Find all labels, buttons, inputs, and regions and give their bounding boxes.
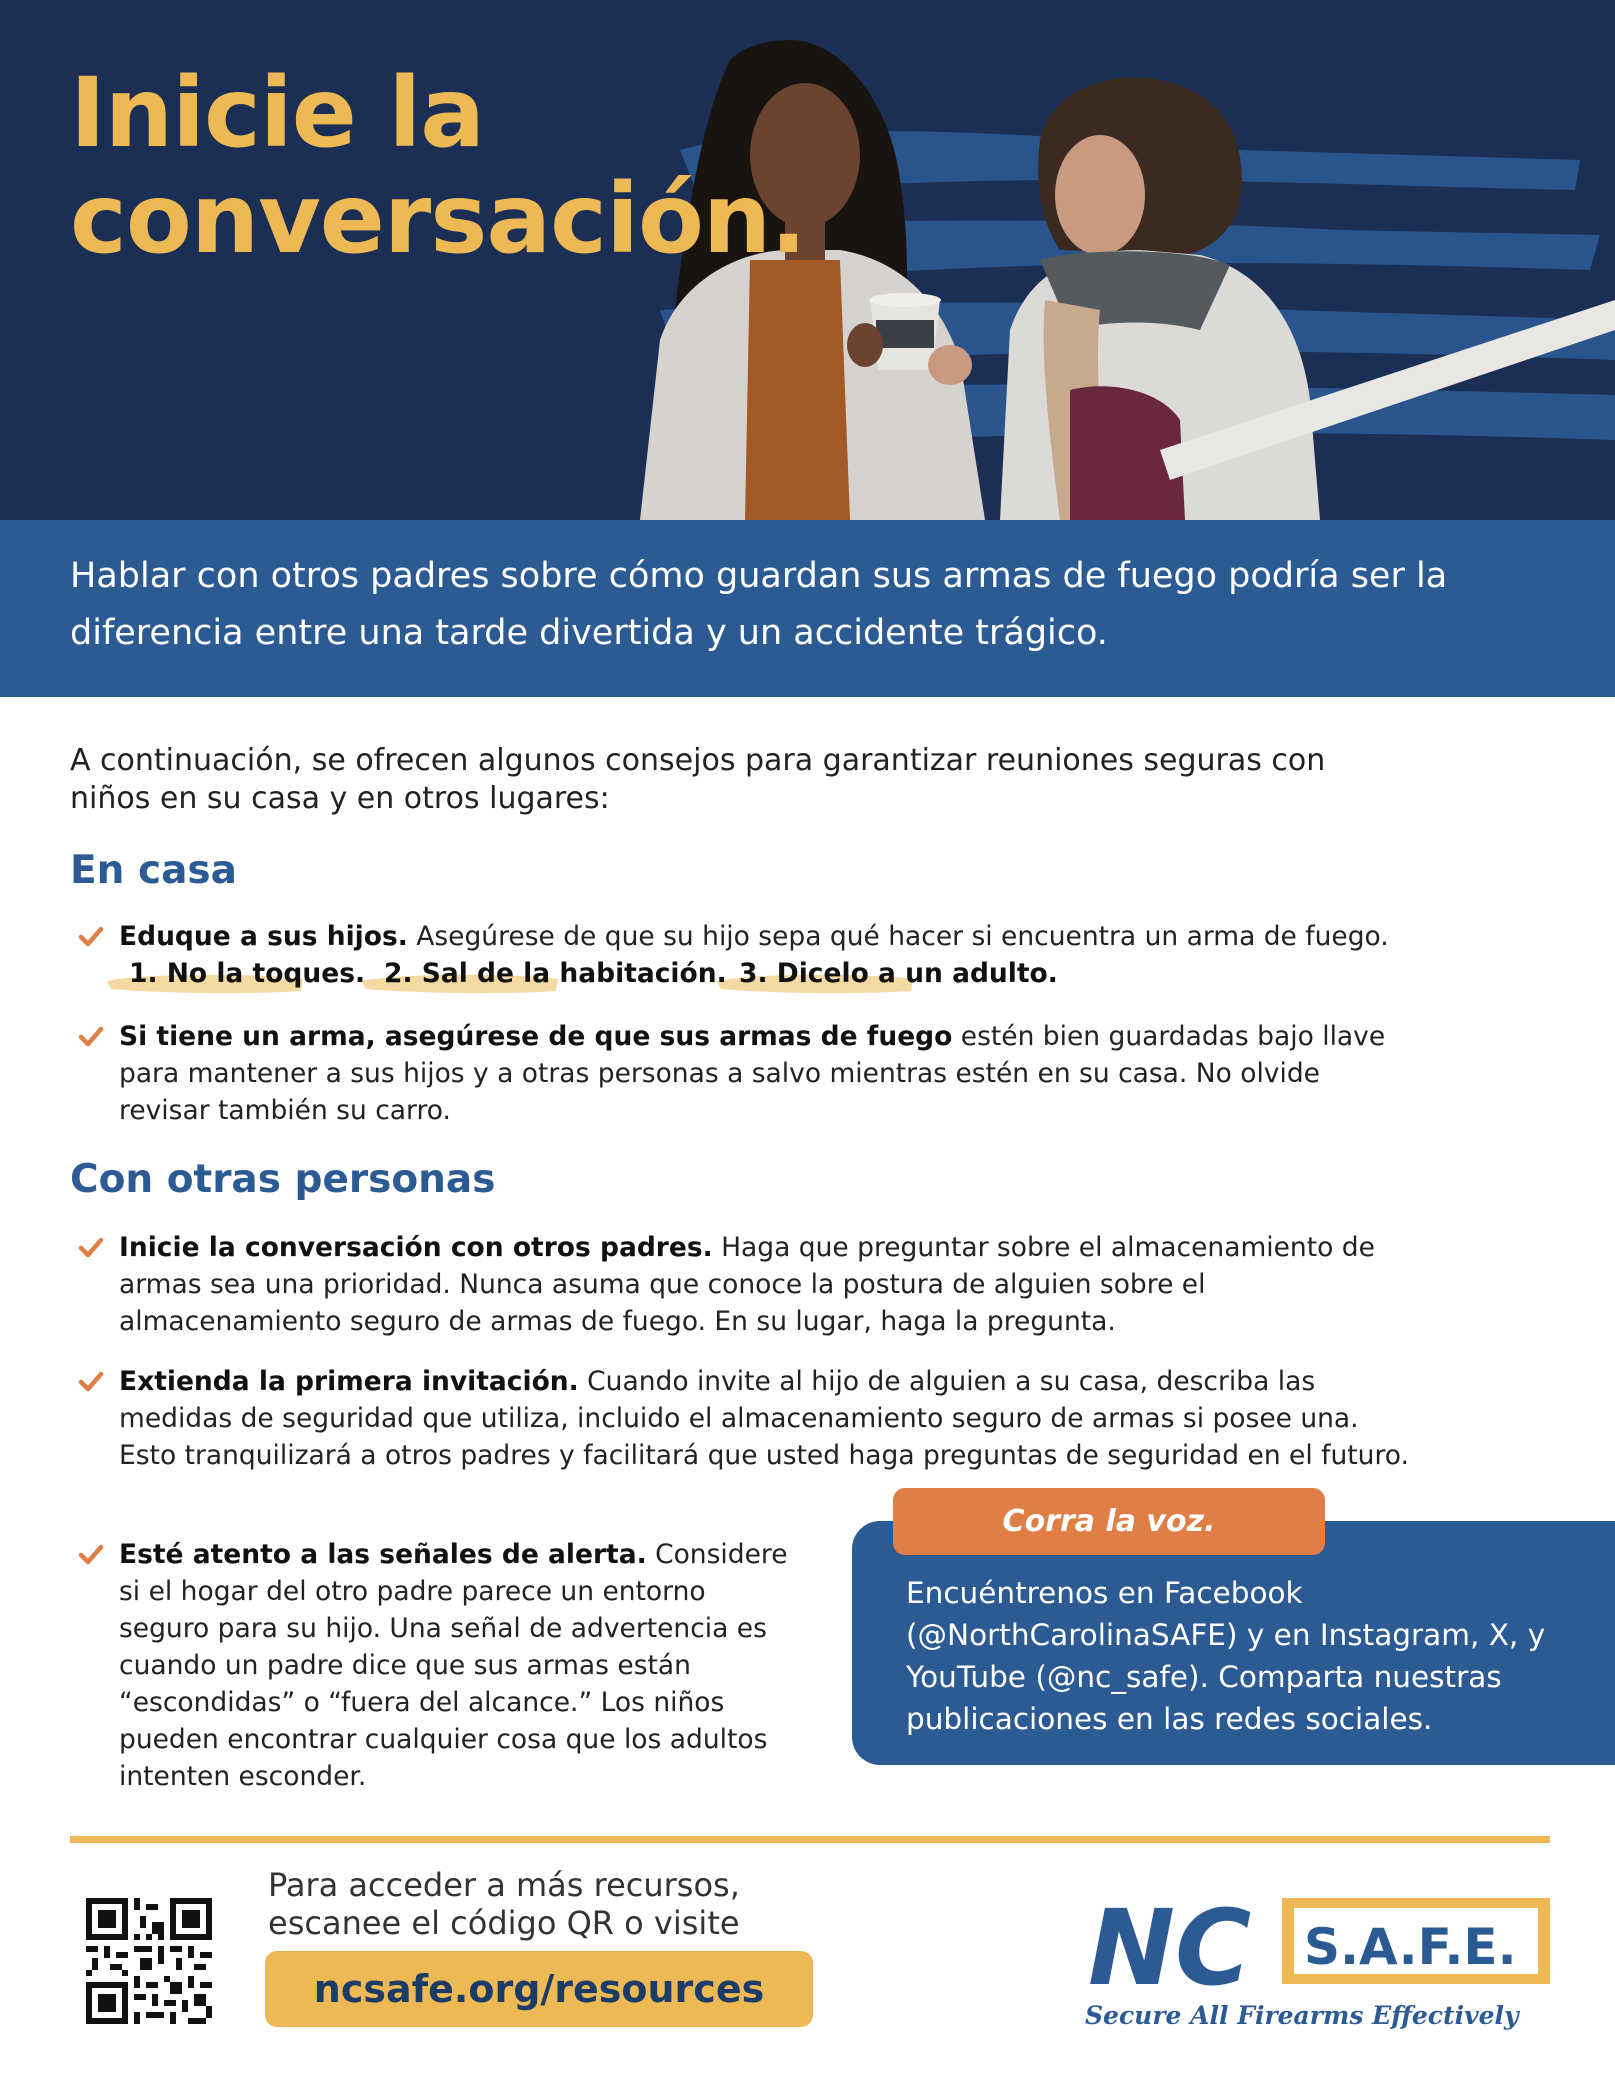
intro-paragraph: A continuación, se ofrecen algunos consejos para garantizar reuniones seguras con niños en su casa y en otros lugares: — [70, 743, 1326, 816]
logo-tagline: Secure All Firearms Effectively — [1085, 2001, 1519, 2030]
hero-banner — [0, 0, 1615, 520]
subtitle-band — [0, 520, 1615, 697]
list-item-bold: Esté atento a las señales de alerta. — [119, 1539, 647, 1570]
page-title — [70, 57, 806, 275]
section-heading-con-otras-personas: Con otras personas — [70, 1157, 496, 1202]
check-icon — [78, 1018, 104, 1055]
footer-prompt — [268, 1866, 740, 1942]
step-label: 1. No la toques. — [129, 958, 366, 989]
list-item-body: Asegúrese de que su hijo sepa qué hacer si encuentra un arma de fuego. — [407, 921, 1389, 952]
list-item-text — [119, 1363, 1410, 1474]
footer-prompt-line1: Para acceder a más recursos, — [268, 1866, 740, 1904]
list-item-body: estén bien guardadas bajo llave para mantener a sus hijos y a otras personas a salvo mientras estén en su casa. No olvide revisar también su carro. — [119, 1021, 1386, 1126]
callout-tab: Corra la voz. — [893, 1488, 1325, 1555]
step-2 — [374, 955, 737, 993]
step-label: 3. Dicelo a un adulto. — [739, 958, 1058, 989]
list-item — [70, 1018, 1410, 1129]
step-1 — [119, 955, 375, 993]
list-item-text — [119, 1018, 1410, 1129]
list-item-text — [119, 918, 1410, 955]
list-item-bold: Inicie la conversación con otros padres. — [119, 1232, 713, 1263]
list-item — [70, 1229, 1410, 1340]
list-item-body: Cuando invite al hijo de alguien a su casa, describa las medidas de seguridad que utiliza, incluido el almacenamiento seguro de armas si posee una. Esto tranquilizará a otros padres y facilitará que usted haga preguntas de seguridad en el futuro. — [119, 1366, 1409, 1471]
qr-code-icon[interactable] — [86, 1898, 212, 2024]
list-item-text — [119, 1229, 1410, 1340]
footer-prompt-line2: escanee el código QR o visite — [268, 1904, 740, 1942]
list-item-bold: Extienda la primera invitación. — [119, 1366, 579, 1397]
list-item — [70, 918, 1410, 995]
list-item-bold: Si tiene un arma, asegúrese de que sus armas de fuego — [119, 1021, 953, 1052]
list-item — [70, 1363, 1410, 1474]
list-item-text — [119, 1536, 800, 1795]
callout-text: Encuéntrenos en Facebook (@NorthCarolinaSAFE) y en Instagram, X, y YouTube (@nc_safe). Comparta nuestras publicaciones en las redes sociales. — [906, 1576, 1546, 1736]
list-item — [70, 1536, 800, 1795]
list-item-body: Haga que preguntar sobre el almacenamiento de armas sea una prioridad. Nunca asuma que conoce la postura de alguien sobre el almacenamiento seguro de armas de fuego. En su lugar, haga la pregunta. — [119, 1232, 1375, 1337]
steps-row — [119, 955, 1410, 995]
check-icon — [78, 1229, 104, 1266]
step-label: 2. Sal de la habitación. — [384, 958, 727, 989]
logo-word: S.A.F.E. — [1304, 1918, 1517, 1976]
resources-link[interactable]: ncsafe.org/resources — [265, 1951, 813, 2027]
section-heading-en-casa: En casa — [70, 848, 237, 893]
check-icon — [78, 1536, 104, 1573]
list-item-bold: Eduque a sus hijos. — [119, 921, 408, 952]
list-item-body: Considere si el hogar del otro padre parece un entorno seguro para su hijo. Una señal de advertencia es cuando un padre dice que sus armas están “escondidas” o “fuera del alcance.” Los niños pueden encontrar cualquier cosa que los adultos intenten esconder. — [119, 1539, 788, 1792]
check-icon — [78, 918, 104, 955]
page-title-line2: conversación. — [70, 163, 806, 275]
logo-mark: NC — [1088, 1888, 1252, 2009]
footer-divider — [70, 1836, 1550, 1843]
step-3 — [729, 955, 1068, 993]
check-icon — [78, 1363, 104, 1400]
page-title-line1: Inicie la — [70, 57, 484, 169]
subtitle-text: Hablar con otros padres sobre cómo guardan sus armas de fuego podría ser la diferencia entre una tarde divertida y un accidente trágico. — [70, 556, 1448, 653]
